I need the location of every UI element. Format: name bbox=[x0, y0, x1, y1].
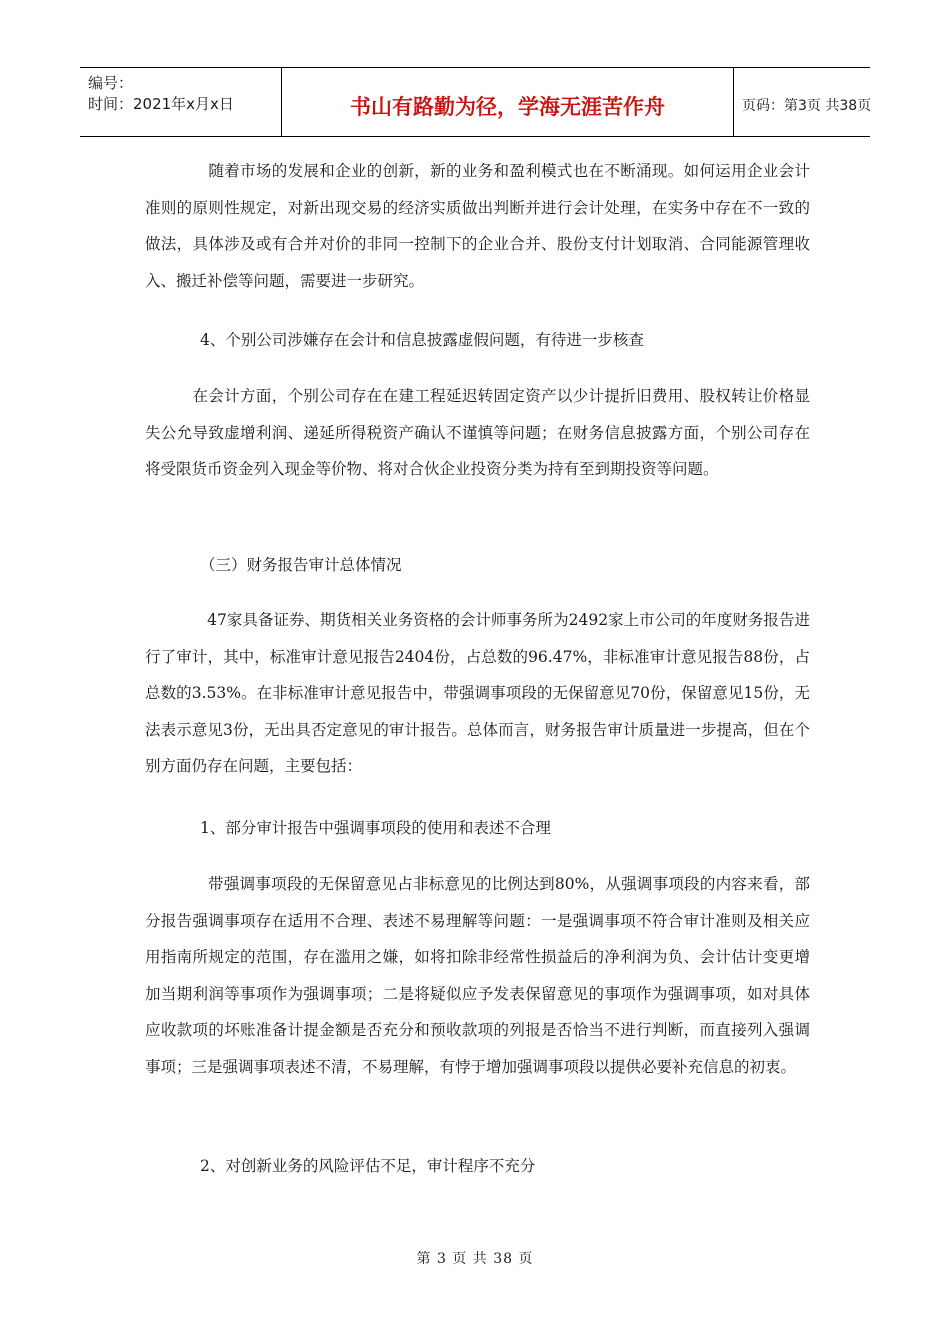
header-meta-cell bbox=[80, 68, 282, 136]
paragraph-emphasis-problems: 带强调事项段的无保留意见占非标意见的比例达到80%，从强调事项段的内容来看，部分报告强调事项存在适用不合理、表述不易理解等问题：一是强调事项不符合审计准则及相关应用指南所规定的范围，存在滥用之嫌，如将扣除非经常性损益后的净利润为负、会计估计变更增加当期利润等事项作为强调事项；二是将疑似应予发表保留意见的事项作为强调事项，如对具体应收款项的坏账准备计提金额是否充分和预收款项的列报是否恰当不进行判断，而直接列入强调事项；三是强调事项表述不清，不易理解，有悖于增加强调事项段以提供必要补充信息的初衷。 bbox=[145, 875, 810, 1076]
document-number-label: 编号： bbox=[88, 74, 134, 92]
header-motto: 书山有路勤为径，学海无涯苦作舟 bbox=[350, 95, 665, 119]
heading-emphasis-paragraph: 1、部分审计报告中强调事项段的使用和表述不合理 bbox=[200, 819, 551, 837]
heading-audit-overview: （三）财务报告审计总体情况 bbox=[200, 556, 402, 574]
header-page-cell bbox=[734, 68, 870, 136]
page-footer: 第 3 页 共 38 页 bbox=[416, 1251, 534, 1267]
header-page-info: 页码：第3页 共38页 bbox=[742, 98, 872, 114]
paragraph-audit-statistics: 47家具备证券、期货相关业务资格的会计师事务所为2492家上市公司的年度财务报告进行了审计，其中，标准审计意见报告2404份，占总数的96.47%，非标准审计意见报告88份，占总数的3.53%。在非标准审计意见报告中，带强调事项段的无保留意见70份，保留意见15份，无法表示意见3份，无出具否定意见的审计报告。总体而言，财务报告审计质量进一步提高，但在个别方面仍存在问题，主要包括： bbox=[145, 611, 810, 775]
heading-fraud-issues: 4、个别公司涉嫌存在会计和信息披露虚假问题，有待进一步核查 bbox=[200, 331, 644, 349]
document-time-label: 时间：2021年x月x日 bbox=[88, 95, 234, 113]
document-header bbox=[80, 67, 870, 137]
header-motto-cell bbox=[282, 68, 734, 136]
paragraph-accounting-issues: 在会计方面，个别公司存在在建工程延迟转固定资产以少计提折旧费用、股权转让价格显失公允导致虚增利润、递延所得税资产确认不谨慎等问题；在财务信息披露方面，个别公司存在将受限货币资金列入现金等价物、将对合伙企业投资分类为持有至到期投资等问题。 bbox=[145, 387, 810, 478]
heading-innovative-business-risk: 2、对创新业务的风险评估不足，审计程序不充分 bbox=[200, 1157, 536, 1175]
paragraph-new-business-models: 随着市场的发展和企业的创新，新的业务和盈利模式也在不断涌现。如何运用企业会计准则的原则性规定，对新出现交易的经济实质做出判断并进行会计处理，在实务中存在不一致的做法，具体涉及或有合并对价的非同一控制下的企业合并、股份支付计划取消、合同能源管理收入、搬迁补偿等问题，需要进一步研究。 bbox=[145, 162, 810, 290]
